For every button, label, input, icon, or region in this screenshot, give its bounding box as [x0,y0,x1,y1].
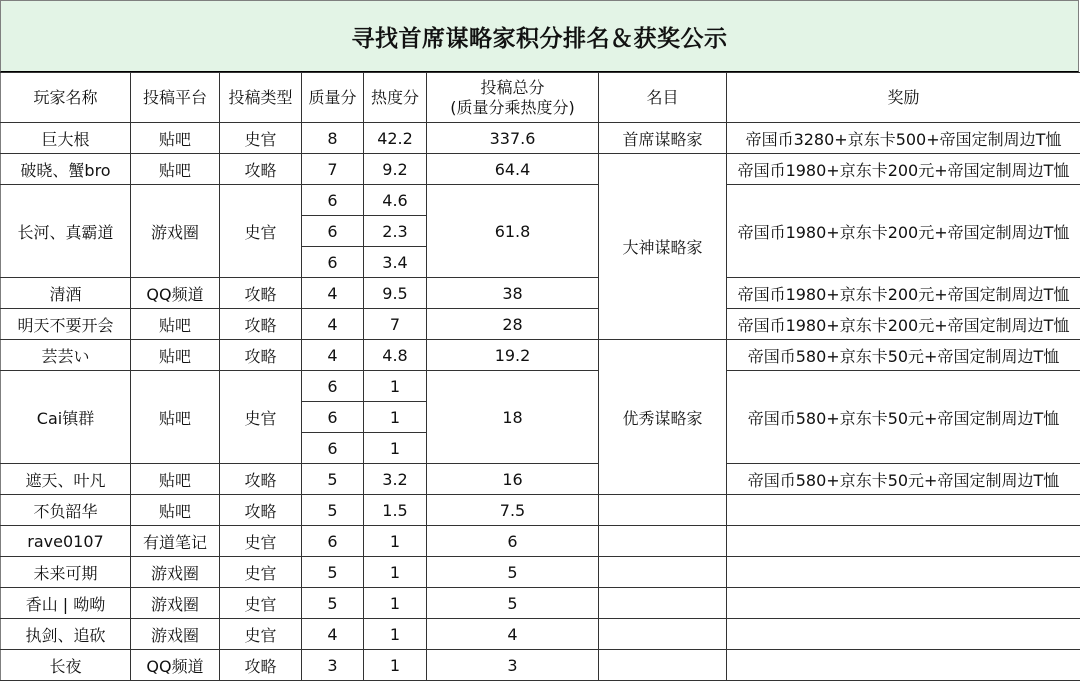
header-platform[interactable]: 投稿平台 [131,73,220,123]
player-name-cell[interactable]: 未来可期 [1,557,131,588]
reward-cell[interactable]: 帝国币1980+京东卡200元+帝国定制周边T恤 [727,278,1080,309]
reward-cell[interactable] [727,526,1080,557]
heat-score-cell[interactable]: 1 [364,371,427,402]
platform-cell[interactable]: 游戏圈 [131,588,220,619]
total-score-cell[interactable]: 7.5 [427,495,599,526]
type-cell[interactable]: 攻略 [220,650,302,681]
heat-score-cell[interactable]: 3.4 [364,247,427,278]
player-name-cell[interactable]: 清酒 [1,278,131,309]
total-score-cell[interactable]: 337.6 [427,123,599,154]
player-name-cell[interactable]: 执剑、追砍 [1,619,131,650]
table-row [1,464,1080,495]
player-name-cell[interactable]: 不负韶华 [1,495,131,526]
total-score-cell[interactable]: 28 [427,309,599,340]
type-cell[interactable]: 攻略 [220,309,302,340]
type-cell[interactable]: 史官 [220,185,302,278]
table-row [1,340,1080,371]
quality-score-cell[interactable]: 8 [302,123,364,154]
platform-cell[interactable]: 游戏圈 [131,619,220,650]
heat-score-cell[interactable]: 1 [364,557,427,588]
player-name-cell[interactable]: 遮天、叶凡 [1,464,131,495]
reward-cell[interactable] [727,619,1080,650]
total-score-cell[interactable]: 64.4 [427,154,599,185]
heat-score-cell[interactable]: 1.5 [364,495,427,526]
reward-cell[interactable] [727,588,1080,619]
platform-cell[interactable]: 游戏圈 [131,557,220,588]
platform-cell[interactable]: 游戏圈 [131,185,220,278]
reward-cell[interactable] [727,495,1080,526]
table-row [1,154,1080,185]
platform-cell[interactable]: QQ频道 [131,278,220,309]
player-name-cell[interactable]: rave0107 [1,526,131,557]
table-row [1,371,1080,402]
platform-cell[interactable]: 贴吧 [131,371,220,464]
quality-score-cell[interactable]: 6 [302,216,364,247]
player-name-cell[interactable]: 长夜 [1,650,131,681]
quality-score-cell[interactable]: 5 [302,557,364,588]
table-row [1,185,1080,216]
heat-score-cell[interactable]: 2.3 [364,216,427,247]
type-cell[interactable]: 攻略 [220,154,302,185]
total-score-cell[interactable]: 4 [427,619,599,650]
table-row [1,588,1080,619]
total-score-cell[interactable]: 6 [427,526,599,557]
header-quality[interactable]: 质量分 [302,73,364,123]
heat-score-cell[interactable]: 1 [364,588,427,619]
heat-score-cell[interactable]: 9.2 [364,154,427,185]
heat-score-cell[interactable]: 7 [364,309,427,340]
platform-cell[interactable]: 有道笔记 [131,526,220,557]
total-score-cell[interactable]: 18 [427,371,599,464]
platform-cell[interactable]: 贴吧 [131,464,220,495]
quality-score-cell[interactable]: 7 [302,154,364,185]
table-row [1,619,1080,650]
rank-title-cell[interactable] [599,588,727,619]
reward-cell[interactable]: 帝国币580+京东卡50元+帝国定制周边T恤 [727,340,1080,371]
total-score-cell[interactable]: 5 [427,588,599,619]
type-cell[interactable]: 攻略 [220,495,302,526]
quality-score-cell[interactable]: 4 [302,278,364,309]
player-name-cell[interactable]: 巨大根 [1,123,131,154]
reward-cell[interactable] [727,650,1080,681]
title-bar [0,0,1079,72]
header-reward[interactable]: 奖励 [727,73,1080,123]
heat-score-cell[interactable]: 1 [364,433,427,464]
quality-score-cell[interactable]: 4 [302,309,364,340]
total-score-cell[interactable]: 61.8 [427,185,599,278]
table-row [1,650,1080,681]
header-row [1,73,1080,123]
heat-score-cell[interactable]: 42.2 [364,123,427,154]
total-score-cell[interactable]: 19.2 [427,340,599,371]
table-row [1,557,1080,588]
type-cell[interactable]: 攻略 [220,278,302,309]
type-cell[interactable]: 史官 [220,123,302,154]
rank-title-cell[interactable] [599,619,727,650]
player-name-cell[interactable]: 长河、真霸道 [1,185,131,278]
rank-title-cell[interactable]: 首席谋略家 [599,123,727,154]
reward-cell[interactable] [727,557,1080,588]
quality-score-cell[interactable]: 4 [302,340,364,371]
reward-cell[interactable]: 帝国币580+京东卡50元+帝国定制周边T恤 [727,371,1080,464]
total-score-cell[interactable]: 3 [427,650,599,681]
heat-score-cell[interactable]: 1 [364,402,427,433]
quality-score-cell[interactable]: 6 [302,371,364,402]
type-cell[interactable]: 史官 [220,588,302,619]
quality-score-cell[interactable]: 6 [302,247,364,278]
header-type[interactable]: 投稿类型 [220,73,302,123]
total-score-cell[interactable]: 38 [427,278,599,309]
type-cell[interactable]: 史官 [220,371,302,464]
heat-score-cell[interactable]: 1 [364,619,427,650]
heat-score-cell[interactable]: 3.2 [364,464,427,495]
total-score-cell[interactable]: 5 [427,557,599,588]
type-cell[interactable]: 史官 [220,526,302,557]
header-player[interactable]: 玩家名称 [1,73,131,123]
reward-cell[interactable]: 帝国币580+京东卡50元+帝国定制周边T恤 [727,464,1080,495]
platform-cell[interactable]: 贴吧 [131,495,220,526]
platform-cell[interactable]: 贴吧 [131,309,220,340]
quality-score-cell[interactable]: 5 [302,588,364,619]
header-heat[interactable]: 热度分 [364,73,427,123]
header-total[interactable] [427,73,599,123]
player-name-cell[interactable]: Cai镇群 [1,371,131,464]
player-name-cell[interactable]: 破晓、蟹bro [1,154,131,185]
table-row [1,278,1080,309]
platform-cell[interactable]: 贴吧 [131,123,220,154]
table-row [1,123,1080,154]
rank-title-cell[interactable] [599,650,727,681]
total-score-cell[interactable]: 16 [427,464,599,495]
reward-cell[interactable]: 帝国币1980+京东卡200元+帝国定制周边T恤 [727,154,1080,185]
platform-cell[interactable]: 贴吧 [131,340,220,371]
quality-score-cell[interactable]: 6 [302,402,364,433]
quality-score-cell[interactable]: 4 [302,619,364,650]
page-title: 寻找首席谋略家积分排名＆获奖公示 [352,20,728,53]
type-cell[interactable]: 攻略 [220,464,302,495]
table-row [1,495,1080,526]
heat-score-cell[interactable]: 4.6 [364,185,427,216]
table-body [1,123,1080,681]
type-cell[interactable]: 史官 [220,557,302,588]
player-name-cell[interactable]: 香山 | 呦呦 [1,588,131,619]
player-name-cell[interactable]: 明天不要开会 [1,309,131,340]
reward-cell[interactable]: 帝国币3280+京东卡500+帝国定制周边T恤 [727,123,1080,154]
rank-title-cell[interactable] [599,557,727,588]
heat-score-cell[interactable]: 4.8 [364,340,427,371]
quality-score-cell[interactable]: 6 [302,185,364,216]
reward-cell[interactable]: 帝国币1980+京东卡200元+帝国定制周边T恤 [727,309,1080,340]
quality-score-cell[interactable]: 5 [302,464,364,495]
quality-score-cell[interactable]: 5 [302,495,364,526]
quality-score-cell[interactable]: 6 [302,433,364,464]
header-total-line1: 投稿总分 [427,78,598,98]
platform-cell[interactable]: QQ频道 [131,650,220,681]
heat-score-cell[interactable]: 1 [364,650,427,681]
reward-cell[interactable]: 帝国币1980+京东卡200元+帝国定制周边T恤 [727,185,1080,278]
rank-title-cell[interactable] [599,495,727,526]
quality-score-cell[interactable]: 3 [302,650,364,681]
rank-title-cell[interactable]: 优秀谋略家 [599,340,727,495]
quality-score-cell[interactable]: 6 [302,526,364,557]
heat-score-cell[interactable]: 9.5 [364,278,427,309]
rank-title-cell[interactable]: 大神谋略家 [599,154,727,340]
rank-title-cell[interactable] [599,526,727,557]
table-row [1,309,1080,340]
type-cell[interactable]: 史官 [220,619,302,650]
header-total-line2: (质量分乘热度分) [427,98,598,118]
table-row [1,526,1080,557]
ranking-table [0,72,1080,681]
type-cell[interactable]: 攻略 [220,340,302,371]
heat-score-cell[interactable]: 1 [364,526,427,557]
player-name-cell[interactable]: 芸芸い [1,340,131,371]
platform-cell[interactable]: 贴吧 [131,154,220,185]
header-rank[interactable]: 名目 [599,73,727,123]
